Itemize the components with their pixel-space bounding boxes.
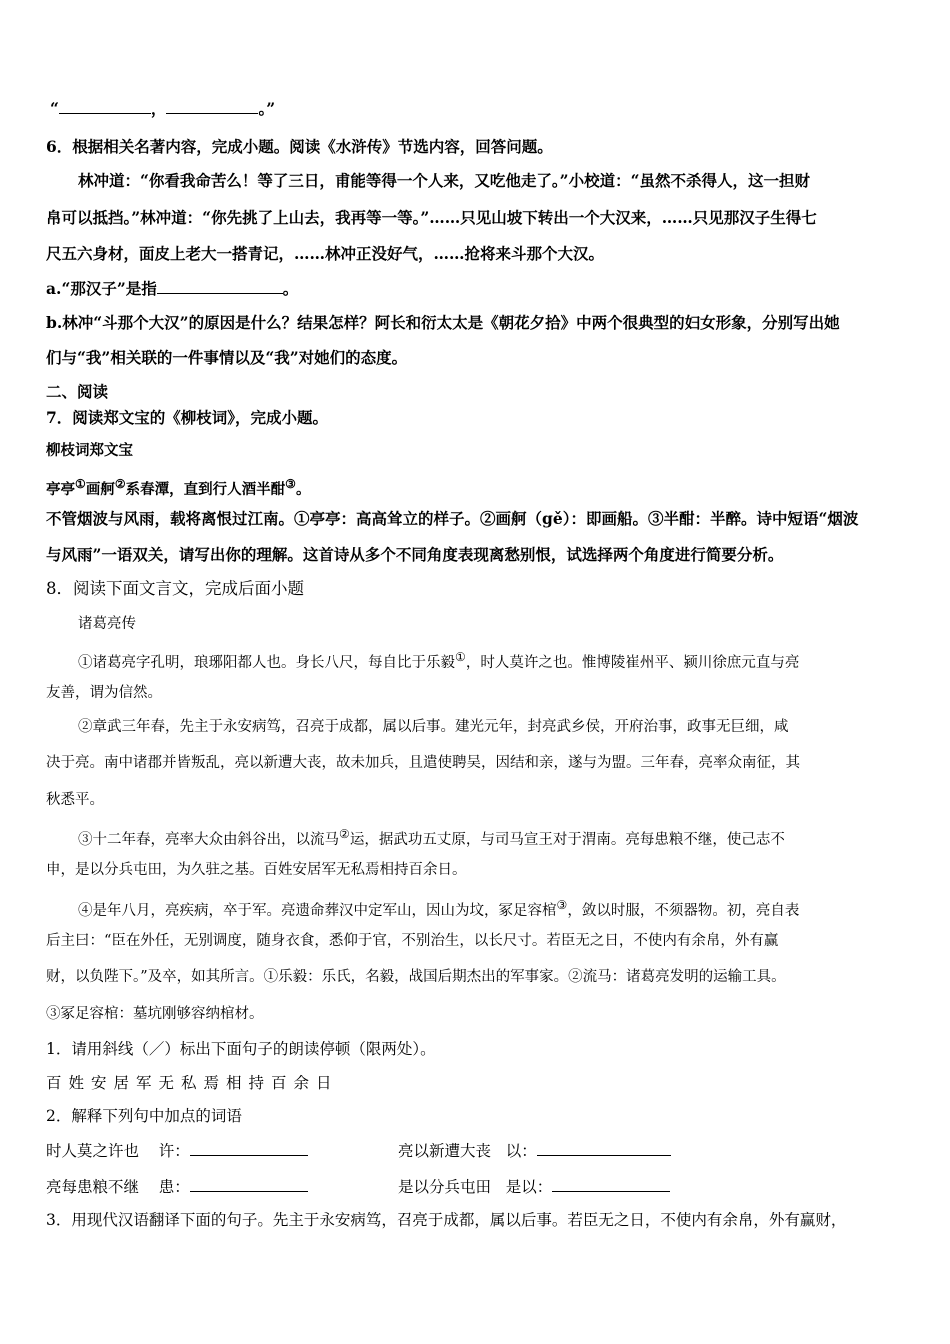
answer-blank[interactable] xyxy=(157,278,283,294)
answer-blank[interactable] xyxy=(552,1176,670,1192)
text-title: 诸葛亮传 xyxy=(78,616,136,632)
section-heading: 二、阅读 xyxy=(46,382,109,401)
sq2-item: 时人莫之许也 许： xyxy=(46,1140,308,1161)
paragraph-2-cont: 决于亮。南中诸郡并皆叛乱，亮以新遭大丧，故未加兵，且遣使聘吴，因结和亲，遂与为盟。三年春，亮率众南征，其 xyxy=(46,755,800,771)
paragraph-2: ②章武三年春，先主于永安病笃，召亮于成都，属以后事。建光元年，封亮武乡侯，开府治事，政事无巨细，咸 xyxy=(78,719,789,735)
q8-title: 8．阅读下面文言文，完成后面小题 xyxy=(46,579,304,598)
subquestion-1-sentence: 百姓安居军无私焉相持百余日 xyxy=(46,1074,339,1092)
q5-answer-blanks: “ ， 。” xyxy=(50,99,276,118)
poem-notes: 不管烟波与风雨，载将离恨过江南。①亭亭：高高耸立的样子。②画舸（gě）：即画船。③半酣：半醉。诗中短语“烟波 xyxy=(46,509,859,528)
paragraph-4-cont: 后主曰：“臣在外任，无别调度，随身衣食，悉仰于官，不别治生，以长尺寸。若臣无之日，不使内有余帛，外有赢 xyxy=(46,933,779,949)
paragraph-1: ①诸葛亮字孔明，琅琊阳都人也。身长八尺，每自比于乐毅①，时人莫许之也。惟博陵崔州平、颍川徐庶元直与亮 xyxy=(78,650,800,671)
answer-blank[interactable] xyxy=(537,1140,671,1156)
paragraph-3-cont: 申，是以分兵屯田，为久驻之基。百姓安居军无私焉相持百余日。 xyxy=(46,862,467,878)
q7-question: 与风雨”一语双关，请写出你的理解。这首诗从多个不同角度表现离愁别恨，试选择两个角度进行简要分析。 xyxy=(46,545,784,564)
poem-title: 柳枝词郑文宝 xyxy=(46,442,133,459)
answer-blank[interactable] xyxy=(190,1176,308,1192)
q6-passage-line: 林冲道：“你看我命苦么！等了三日，甫能等得一个人来，又吃他走了。”小校道：“虽然不杀得人，这一担财 xyxy=(78,171,811,190)
q7-title: 7．阅读郑文宝的《柳枝词》，完成小题。 xyxy=(46,408,329,427)
paragraph-4-cont: 财，以负陛下。”及卒，如其所言。①乐毅：乐氏，名毅，战国后期杰出的军事家。②流马：诸葛亮发明的运输工具。 xyxy=(46,969,786,985)
paragraph-3: ③十二年春，亮率大众由斜谷出，以流马②运，据武功五丈原，与司马宣王对于渭南。亮每患粮不继，使己志不 xyxy=(78,827,785,848)
q6-passage-line: 帛可以抵挡。”林冲道：“你先挑了上山去，我再等一等。”……只见山坡下转出一个大汉来，……只见那汉子生得七 xyxy=(46,208,817,227)
answer-blank[interactable] xyxy=(190,1140,308,1156)
sq2-item: 是以分兵屯田 是以： xyxy=(398,1176,670,1197)
subquestion-3: 3．用现代汉语翻译下面的句子。先主于永安病笃，召亮于成都，属以后事。若臣无之日，不使内有余帛，外有赢财， xyxy=(46,1211,847,1229)
q6-question-b: b.林冲“斗那个大汉”的原因是什么？结果怎样？阿长和衍太太是《朝花夕拾》中两个很典型的妇女形象，分别写出她 xyxy=(46,313,840,332)
paragraph-4: ④是年八月，亮疾病，卒于军。亮遗命葬汉中定军山，因山为坟，冢足容棺③，敛以时服，不须器物。初，亮自表 xyxy=(78,898,800,919)
sq2-item: 亮每患粮不继 患： xyxy=(46,1176,308,1197)
q6-question-b: 们与“我”相关联的一件事情以及“我”对她们的态度。 xyxy=(46,348,408,367)
subquestion-2: 2．解释下列句中加点的词语 xyxy=(46,1107,242,1125)
answer-blank[interactable] xyxy=(166,98,258,114)
sq2-item: 亮以新遭大丧 以： xyxy=(398,1140,671,1161)
q6-title: 6．根据相关名著内容，完成小题。阅读《水浒传》节选内容，回答问题。 xyxy=(46,137,553,156)
q6-passage-line: 尺五六身材，面皮上老大一搭青记，……林冲正没好气，……抢将来斗那个大汉。 xyxy=(46,244,605,263)
q6-question-a: a.“那汉子”是指 。 xyxy=(46,279,299,298)
paragraph-2-cont: 秋悉平。 xyxy=(46,792,104,808)
subquestion-1: 1．请用斜线（／）标出下面句子的朗读停顿（限两处）。 xyxy=(46,1040,436,1058)
answer-blank[interactable] xyxy=(59,98,151,114)
paragraph-1-cont: 友善，谓为信然。 xyxy=(46,685,162,701)
poem-line: 亭亭①画舸②系春潭，直到行人酒半酣③。 xyxy=(46,477,311,498)
footnote: ③冢足容棺：墓坑刚够容纳棺材。 xyxy=(46,1006,264,1022)
